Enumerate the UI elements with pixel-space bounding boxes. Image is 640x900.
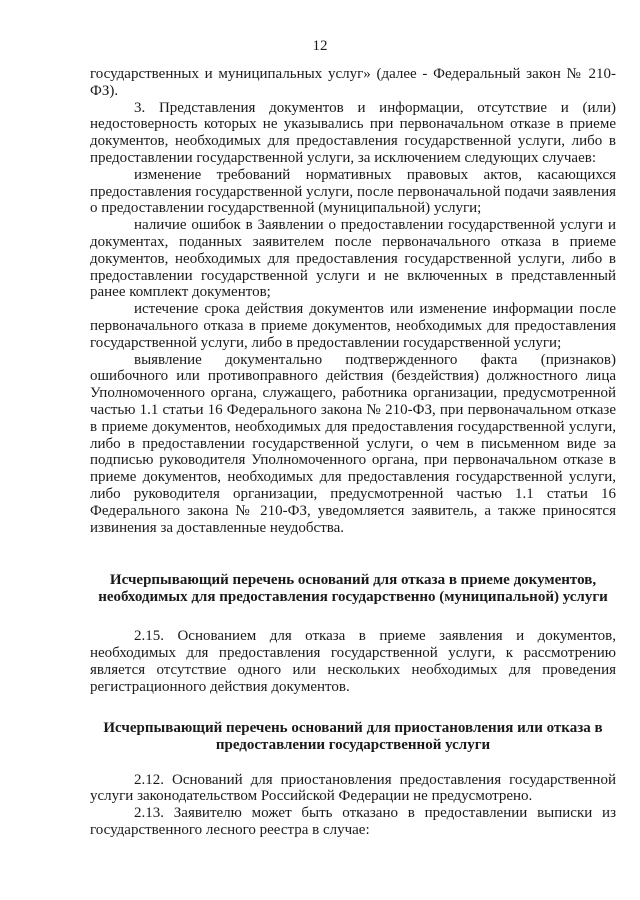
paragraph-case-errors: наличие ошибок в Заявлении о предоставлении государственной услуги и документах, поданных заявителем после первоначального отказа в приеме документов, необходимых для предоставления государственной услуги, либо в предоставлении государственной услуги и не включенных в представленный ранее комплект документов; (90, 217, 616, 301)
paragraph-case-requirements-change: изменение требований нормативных правовых актов, касающихся предоставления государственной услуги, после первоначальной подачи заявления о предоставлении государственной (муниципальной) услуги; (90, 166, 616, 217)
paragraph-continuation: государственных и муниципальных услуг» (далее - Федеральный закон № 210-ФЗ). (90, 66, 616, 99)
paragraph-case-expiry: истечение срока действия документов или изменение информации после первоначального отказа в приеме документов, необходимых для предоставления государственной услуги, либо в предоставлении государственной услуги; (90, 301, 616, 351)
section-heading-refusal-acceptance: Исчерпывающий перечень оснований для отказа в приеме документов, необходимых для предоставления государственно (муниципальной) услуги (98, 572, 608, 606)
paragraph-case-wrongful-action: выявление документально подтвержденного факта (признаков) ошибочного или противоправного действия (бездействия) должностного лица Уполномоченного органа, служащего, работника организации, предусмотренной частью 1.1 статьи 16 Федерального закона № 210-ФЗ, при первоначальном отказе в приеме документов, необходимых для предоставления государственной услуги, либо в предоставлении государственной услуги, о чем в письменном виде за подписью руководителя Уполномоченного органа, при первоначальном отказе в приеме документов, необходимых для предоставления государственной услуги, либо руководителя организации, предусмотренной частью 1.1 статьи 16 Федерального закона № 210-ФЗ, уведомляется заявитель, а также приносятся извинения за доставленные неудобства. (90, 351, 616, 536)
paragraph-2-12: 2.12. Оснований для приостановления предоставления государственной услуги законодательством Российской Федерации не предусмотрено. (90, 771, 616, 805)
document-body (90, 66, 616, 839)
section-heading-suspension: Исчерпывающий перечень оснований для приостановления или отказа в предоставлении государственной услуги (103, 719, 603, 753)
paragraph-2-13: 2.13. Заявителю может быть отказано в предоставлении выписки из государственного лесного реестра в случае: (90, 805, 616, 838)
paragraph-item-3: 3. Представления документов и информации, отсутствие и (или) недостоверность которых не указывались при первоначальном отказе в приеме документов, необходимых для предоставления государственной услуги, либо в предоставлении государственной услуги, за исключением следующих случаев: (90, 99, 616, 166)
page-number: 12 (312, 38, 328, 54)
paragraph-2-15: 2.15. Основанием для отказа в приеме заявления и документов, необходимых для предоставления государственной услуги, к рассмотрению является отсутствие одного или нескольких необходимых для проведения регистрационного действия документов. (90, 628, 616, 695)
